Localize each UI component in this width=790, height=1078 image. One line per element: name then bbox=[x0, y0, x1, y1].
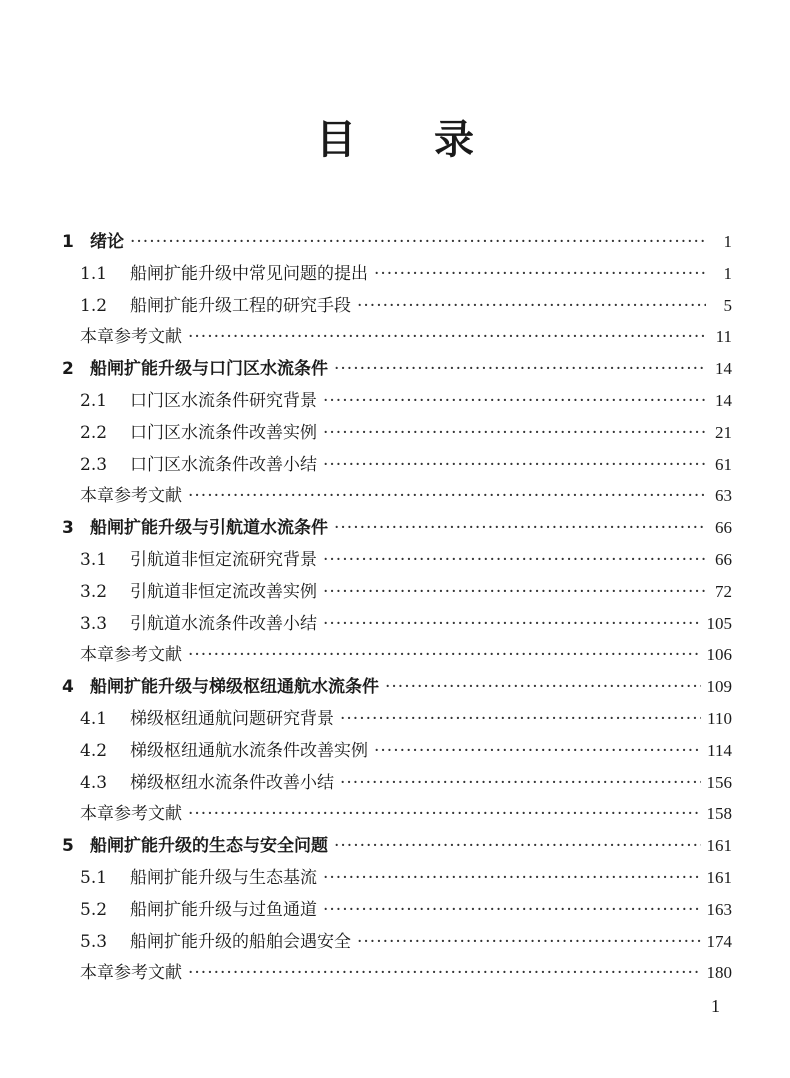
toc-entry-chapter[interactable] bbox=[62, 671, 732, 703]
toc-entry-section[interactable] bbox=[62, 385, 732, 417]
toc-entry-refs[interactable] bbox=[62, 321, 732, 353]
toc-entry-page-number: 110 bbox=[707, 708, 732, 728]
toc-entry-page-number: 5 bbox=[723, 295, 732, 315]
toc-entry-title: 船闸扩能升级工程的研究手段 bbox=[130, 295, 351, 316]
toc-entry-section[interactable] bbox=[62, 449, 732, 481]
toc-entry-number: 2.1 bbox=[80, 390, 108, 411]
toc-entry-title: 引航道非恒定流研究背景 bbox=[130, 549, 317, 570]
toc-entry-chapter[interactable] bbox=[62, 830, 732, 862]
footer-page-number: 1 bbox=[711, 996, 720, 1016]
toc-entry-title: 船闸扩能升级与引航道水流条件 bbox=[90, 518, 328, 539]
dot-leader bbox=[323, 895, 701, 927]
toc-entry-refs[interactable] bbox=[62, 639, 732, 671]
toc-entry-title: 口门区水流条件改善实例 bbox=[130, 422, 317, 443]
toc-entry-section[interactable] bbox=[62, 735, 732, 767]
dot-leader bbox=[374, 736, 701, 768]
toc-entry-section[interactable] bbox=[62, 608, 732, 640]
dot-leader bbox=[323, 418, 706, 450]
toc-entry-page-number: 163 bbox=[706, 899, 732, 919]
toc-entry-refs[interactable] bbox=[62, 798, 732, 830]
toc-entry-section[interactable] bbox=[62, 544, 732, 576]
toc-entry-section[interactable] bbox=[62, 767, 732, 799]
toc-entry-section[interactable] bbox=[62, 894, 732, 926]
toc-entry-page-number: 114 bbox=[707, 740, 732, 760]
toc-entry-number: 3.2 bbox=[80, 581, 108, 602]
dot-leader bbox=[130, 227, 706, 259]
toc-entry-title: 口门区水流条件改善小结 bbox=[130, 454, 317, 475]
dot-leader bbox=[188, 958, 701, 990]
toc-entry-title: 船闸扩能升级与口门区水流条件 bbox=[90, 359, 328, 380]
toc-entry-number: 3 bbox=[62, 518, 74, 539]
toc-entry-page-number: 106 bbox=[706, 645, 732, 665]
toc-entry-title: 口门区水流条件研究背景 bbox=[130, 390, 317, 411]
toc-entry-number: 5.2 bbox=[80, 899, 108, 920]
toc-entry-number: 1.2 bbox=[80, 295, 108, 316]
toc-entry-page-number: 11 bbox=[715, 327, 732, 347]
toc-entry-page-number: 180 bbox=[706, 963, 732, 983]
toc-entry-page-number: 72 bbox=[715, 581, 732, 601]
toc-entry-number: 2.3 bbox=[80, 454, 108, 475]
toc-entry-section[interactable] bbox=[62, 926, 732, 958]
toc-entry-number: 2.2 bbox=[80, 422, 108, 443]
dot-leader bbox=[188, 799, 701, 831]
dot-leader bbox=[340, 768, 701, 800]
dot-leader bbox=[323, 386, 706, 418]
toc-entry-section[interactable] bbox=[62, 417, 732, 449]
toc-entry-page-number: 1 bbox=[723, 263, 732, 283]
toc-entry-refs[interactable] bbox=[62, 957, 732, 989]
toc-entry-number: 5 bbox=[62, 836, 74, 857]
toc-entry-page-number: 109 bbox=[706, 677, 732, 697]
toc-entry-page-number: 105 bbox=[706, 613, 732, 633]
toc-entry-chapter[interactable] bbox=[62, 353, 732, 385]
toc-entry-section[interactable] bbox=[62, 258, 732, 290]
toc-entry-number: 5.1 bbox=[80, 867, 108, 888]
toc-entry-number: 1.1 bbox=[80, 263, 108, 284]
toc-entry-page-number: 21 bbox=[715, 422, 732, 442]
dot-leader bbox=[334, 513, 706, 545]
toc-entry-title: 船闸扩能升级与梯级枢纽通航水流条件 bbox=[90, 677, 379, 698]
title-char-2: 录 bbox=[434, 116, 474, 163]
toc-entry-number: 3.1 bbox=[80, 549, 108, 570]
toc-entry-number: 2 bbox=[62, 359, 74, 380]
toc-entry-page-number: 61 bbox=[715, 454, 732, 474]
dot-leader bbox=[357, 291, 706, 323]
toc-entry-page-number: 161 bbox=[706, 836, 732, 856]
toc-entry-number: 4.1 bbox=[80, 708, 108, 729]
dot-leader bbox=[323, 863, 701, 895]
dot-leader bbox=[323, 450, 706, 482]
page-title bbox=[0, 108, 790, 165]
dot-leader bbox=[334, 831, 701, 863]
toc-entry-title: 本章参考文献 bbox=[80, 486, 182, 507]
toc-entry-title: 引航道非恒定流改善实例 bbox=[130, 581, 317, 602]
toc-entry-title: 梯级枢纽通航问题研究背景 bbox=[130, 708, 334, 729]
dot-leader bbox=[188, 640, 701, 672]
dot-leader bbox=[323, 609, 701, 641]
toc-entry-section[interactable] bbox=[62, 576, 732, 608]
toc-entry-refs[interactable] bbox=[62, 480, 732, 512]
dot-leader bbox=[340, 704, 701, 736]
toc-entry-chapter[interactable] bbox=[62, 226, 732, 258]
toc-entry-page-number: 14 bbox=[715, 390, 732, 410]
toc-entry-title: 本章参考文献 bbox=[80, 963, 182, 984]
dot-leader bbox=[334, 354, 706, 386]
toc-entry-page-number: 161 bbox=[706, 867, 732, 887]
toc-entry-title: 船闸扩能升级的船舶会遇安全 bbox=[130, 931, 351, 952]
toc-entry-title: 船闸扩能升级与过鱼通道 bbox=[130, 899, 317, 920]
toc-entry-title: 梯级枢纽水流条件改善小结 bbox=[130, 772, 334, 793]
toc-entry-title: 船闸扩能升级的生态与安全问题 bbox=[90, 836, 328, 857]
toc-entry-chapter[interactable] bbox=[62, 512, 732, 544]
toc-entry-title: 引航道水流条件改善小结 bbox=[130, 613, 317, 634]
toc-entry-page-number: 14 bbox=[715, 359, 732, 379]
toc-entry-number: 4.3 bbox=[80, 772, 108, 793]
dot-leader bbox=[188, 322, 706, 354]
dot-leader bbox=[385, 672, 701, 704]
toc-entry-number: 1 bbox=[62, 232, 74, 252]
toc-entry-page-number: 66 bbox=[715, 549, 732, 569]
dot-leader bbox=[323, 545, 706, 577]
dot-leader bbox=[374, 259, 706, 291]
dot-leader bbox=[357, 927, 701, 959]
toc-entry-title: 船闸扩能升级与生态基流 bbox=[130, 867, 317, 888]
title-char-1: 目 bbox=[316, 116, 356, 163]
toc-entry-page-number: 1 bbox=[723, 232, 732, 251]
dot-leader bbox=[188, 481, 706, 513]
dot-leader bbox=[323, 577, 706, 609]
toc-entry-page-number: 174 bbox=[706, 931, 732, 951]
toc-entry-page-number: 66 bbox=[715, 518, 732, 538]
toc-entry-number: 4 bbox=[62, 677, 74, 698]
toc-entry-section[interactable] bbox=[62, 703, 732, 735]
toc-entry-title: 本章参考文献 bbox=[80, 645, 182, 666]
toc-entry-page-number: 63 bbox=[715, 486, 732, 506]
toc-entry-number: 5.3 bbox=[80, 931, 108, 952]
table-of-contents bbox=[62, 226, 732, 989]
toc-entry-title: 船闸扩能升级中常见问题的提出 bbox=[130, 263, 368, 284]
toc-entry-title: 绪论 bbox=[90, 232, 124, 252]
toc-entry-title: 本章参考文献 bbox=[80, 804, 182, 825]
toc-entry-page-number: 158 bbox=[706, 804, 732, 824]
toc-entry-section[interactable] bbox=[62, 862, 732, 894]
toc-entry-title: 本章参考文献 bbox=[80, 327, 182, 348]
toc-entry-title: 梯级枢纽通航水流条件改善实例 bbox=[130, 740, 368, 761]
toc-entry-number: 4.2 bbox=[80, 740, 108, 761]
toc-entry-section[interactable] bbox=[62, 290, 732, 322]
toc-entry-page-number: 156 bbox=[706, 772, 732, 792]
toc-entry-number: 3.3 bbox=[80, 613, 108, 634]
